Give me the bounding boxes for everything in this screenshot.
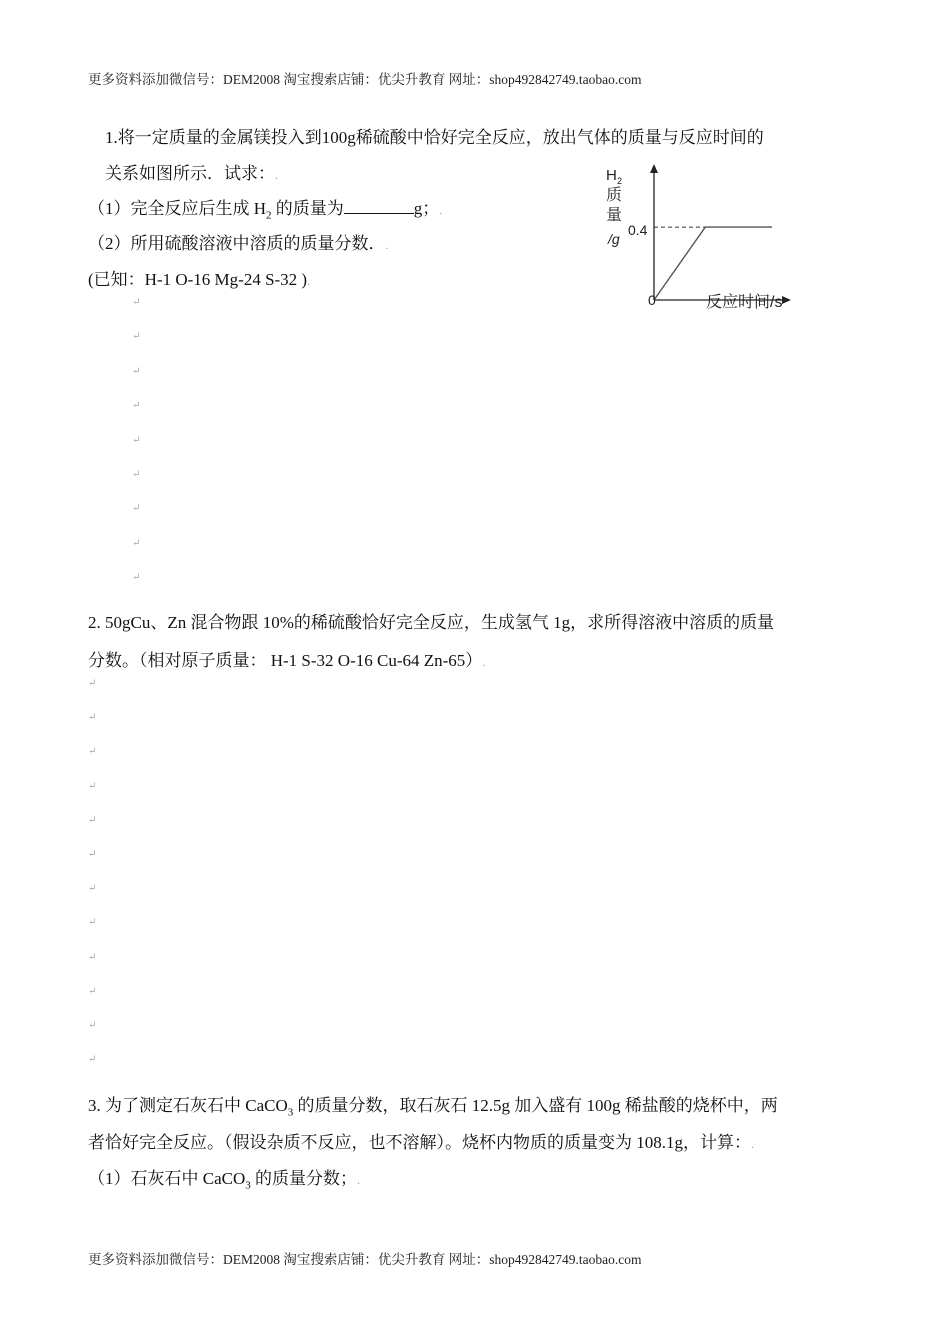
empty-paragraph-mark: ↵ [132, 434, 141, 446]
empty-paragraph-mark: ↵ [88, 849, 97, 860]
paragraph-mark: . [482, 655, 486, 669]
q1-line2 [105, 163, 278, 186]
q1-line2-text: 关系如图所示．试求： [105, 164, 275, 183]
empty-paragraph-mark: ↵ [132, 297, 141, 308]
h2-mass-graph [598, 158, 798, 318]
empty-paragraph-mark: ↵ [132, 365, 141, 377]
q3-part1 [88, 1168, 360, 1196]
page-footer: 更多资料添加微信号：DEM2008 淘宝搜索店铺：优尖升教育 网址：shop492842749.taobao.com [88, 1252, 642, 1267]
y-tick-label: 0.4 [628, 222, 648, 238]
q1-given-text: (已知：H-1 O-16 Mg-24 S-32 ) [88, 270, 308, 289]
q1-given [88, 269, 310, 292]
q3-line1-sub: 3 [287, 1106, 294, 1119]
empty-paragraph-mark: ↵ [88, 1054, 97, 1066]
q3-line1 [88, 1095, 778, 1123]
y-axis-arrow [650, 164, 658, 173]
q3-line2 [88, 1132, 754, 1155]
empty-paragraph-mark: ↵ [88, 917, 97, 929]
q1-part2-text: （2）所用硫酸溶液中溶质的质量分数． [88, 234, 386, 253]
empty-paragraph-mark: ↵ [132, 469, 141, 480]
q3-part1-prefix: （1）石灰石中 CaCO [88, 1169, 246, 1188]
q2-line1: 2. 50gCu、Zn 混合物跟 10%的稀硫酸恰好完全反应，生成氢气 1g，求所得溶液中溶质的质量 [88, 613, 775, 632]
paragraph-mark: . [751, 1137, 754, 1151]
y-label-h: H [606, 167, 617, 184]
q1-part1-suffix: g； [413, 199, 440, 218]
q3-part1-sub: 3 [245, 1179, 251, 1192]
q2-line2 [88, 650, 485, 673]
y-label-unit: /g [608, 231, 620, 247]
empty-paragraph-mark: ↵ [88, 780, 97, 792]
h2-series-line [654, 227, 772, 300]
q1-part1-mid: 的质量为 [271, 199, 344, 218]
q1-part1-sub: 2 [266, 209, 272, 222]
empty-paragraph-mark: ↵ [132, 537, 141, 549]
empty-paragraph-mark: ↵ [88, 1020, 97, 1031]
empty-paragraph-mark: ↵ [88, 712, 97, 724]
empty-paragraph-mark: ↵ [132, 572, 141, 584]
paragraph-mark: . [385, 238, 389, 252]
empty-paragraph-mark: ↵ [132, 331, 141, 343]
q2-line2-text: 分数。（相对原子质量： H-1 S-32 O-16 Cu-64 Zn-65） [88, 651, 483, 670]
q3-line1-suffix: 的质量分数，取石灰石 12.5g 加入盛有 100g 稀盐酸的烧杯中，两 [293, 1096, 778, 1115]
q1-part1-prefix: （1）完全反应后生成 H [88, 199, 267, 218]
paragraph-mark: . [275, 168, 278, 182]
empty-paragraph-mark: ↵ [88, 814, 97, 826]
y-label-char-1: 质 [606, 187, 623, 204]
empty-paragraph-mark: ↵ [88, 746, 97, 758]
paragraph-mark: . [307, 274, 311, 288]
page-header: 更多资料添加微信号：DEM2008 淘宝搜索店铺：优尖升教育 网址：shop492842749.taobao.com [88, 72, 642, 87]
q1-part2 [88, 233, 389, 256]
y-label-sub: 2 [617, 176, 623, 186]
paragraph-mark: . [439, 203, 443, 217]
y-label-char-2: 量 [606, 207, 623, 224]
q3-line1-prefix: 3. 为了测定石灰石中 CaCO [88, 1096, 288, 1115]
empty-paragraph-mark: ↵ [132, 503, 141, 515]
x-axis-arrow [782, 296, 791, 304]
empty-paragraph-mark: ↵ [132, 400, 141, 412]
q1-part1 [88, 198, 442, 226]
q3-line2-text: 者恰好完全反应。（假设杂质不反应，也不溶解）。烧杯内物质的质量变为 108.1g，计算： [88, 1133, 751, 1152]
empty-paragraph-mark: ↵ [88, 951, 97, 963]
x-axis-label: 反应时间/s [706, 294, 783, 311]
q3-part1-suffix: 的质量分数； [250, 1169, 357, 1188]
empty-paragraph-mark: ↵ [88, 883, 97, 895]
answer-blank[interactable] [344, 198, 414, 214]
origin-label: 0 [648, 292, 656, 308]
paragraph-mark: . [357, 1173, 360, 1187]
empty-paragraph-mark: ↵ [88, 985, 97, 997]
q1-line1: 1.将一定质量的金属镁投入到100g稀硫酸中恰好完全反应，放出气体的质量与反应时间的 [105, 128, 764, 147]
empty-paragraph-mark: ↵ [88, 678, 97, 689]
